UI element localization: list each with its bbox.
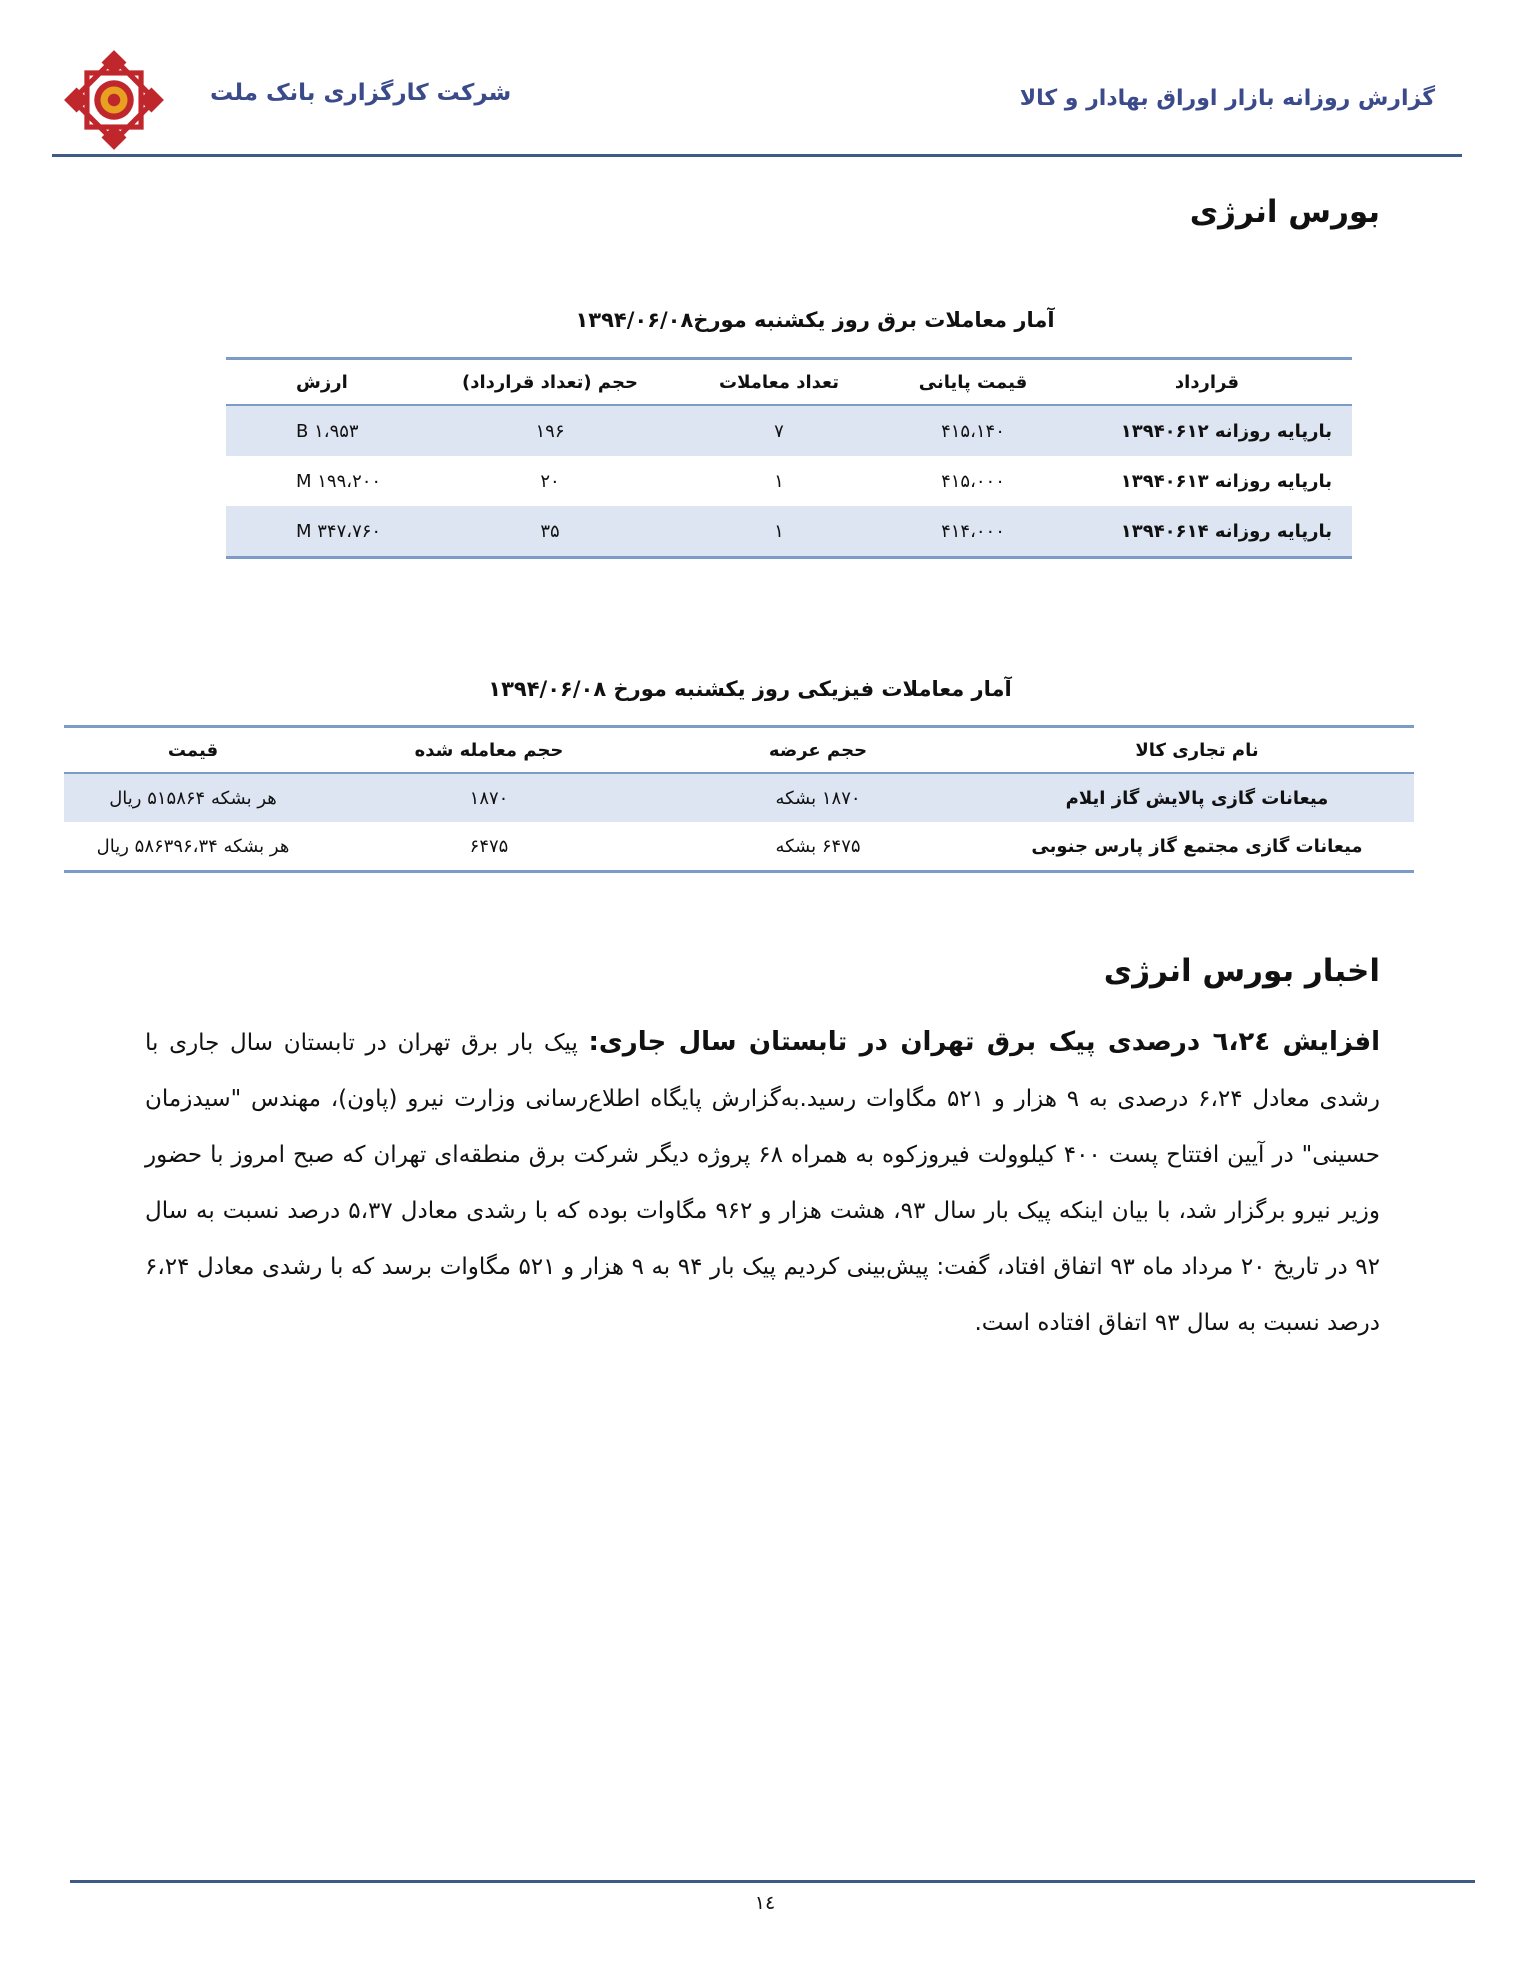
column-header: حجم عرضه <box>656 727 980 774</box>
commodity-name-cell: میعانات گازی مجتمع گاز پارس جنوبی <box>980 822 1414 872</box>
table-header-row <box>64 727 1414 774</box>
table-row <box>64 773 1414 822</box>
trade-count-cell: ۱ <box>682 506 876 558</box>
table-row <box>64 822 1414 872</box>
page-number: ١٤ <box>754 1892 776 1914</box>
news-body: پیک بار برق تهران در تابستان سال جاری با رشدی معادل ۶،۲۴ درصدی به ۹ هزار و ۵۲۱ مگاوات رسید.به‌گزارش پایگاه اطلاع‌رسانی وزارت نیرو (پاون)، مهندس "سیدزمان حسینی" در آیین افتتاح پست ۴۰۰ کیلوولت فیروزکوه به همراه ۶۸ پروژه دیگر شرکت برق منطقه‌ای تهران که صبح امروز با حضور وزیر نیرو برگزار شد، با بیان اینکه پیک بار سال ۹۳، هشت هزار و ۹۶۲ مگاوات بوده که با رشدی معادل ۵،۳۷ درصد نسبت به سال ۹۲ در تاریخ ۲۰ مرداد ماه ۹۳ اتفاق افتاد، گفت: پیش‌بینی کردیم پیک بار ۹۴ به ۹ هزار و ۵۲۱ مگاوات برسد که با رشدی معادل ۶،۲۴ درصد نسبت به سال ۹۳ اتفاق افتاده است. <box>145 1030 1381 1336</box>
column-header: تعداد معاملات <box>682 359 876 406</box>
header-divider <box>52 154 1462 157</box>
table-row <box>226 405 1352 456</box>
news-headline: افزایش ٦،٢٤ درصدی پیک برق تهران در تابستان سال جاری: <box>588 1027 1381 1057</box>
column-header: قیمت پایانی <box>876 359 1070 406</box>
news-section-title: اخبار بورس انرژی <box>1103 953 1380 989</box>
volume-cell: ۱۹۶ <box>418 405 682 456</box>
traded-volume-cell: ۱۸۷۰ <box>322 773 656 822</box>
report-title: گزارش روزانه بازار اوراق بهادار و کالا <box>1019 86 1435 111</box>
section-title: بورس انرژی <box>1189 194 1380 230</box>
value-cell: ۱۹۹،۲۰۰ M <box>296 470 382 492</box>
trade-count-cell: ۷ <box>682 405 876 456</box>
column-header: حجم (تعداد قرارداد) <box>418 359 682 406</box>
traded-volume-cell: ۶۴۷۵ <box>322 822 656 872</box>
company-logo-icon <box>62 48 166 152</box>
value-cell: ۳۴۷،۷۶۰ M <box>226 506 418 558</box>
table-row <box>226 456 1352 506</box>
company-name: شرکت کارگزاری بانک ملت <box>210 80 512 106</box>
price-cell: هر بشکه ۵۱۵۸۶۴ ریال <box>64 773 322 822</box>
contract-cell: بارپایه روزانه ۱۳۹۴۰۶۱۲ <box>1070 405 1352 456</box>
column-header: حجم معامله شده <box>322 727 656 774</box>
electricity-trades-table <box>226 357 1352 559</box>
table-row <box>226 506 1352 558</box>
closing-price-cell: ۴۱۵،۱۴۰ <box>876 405 1070 456</box>
trade-count-cell: ۱ <box>774 470 784 492</box>
column-header: ارزش <box>226 359 418 406</box>
offer-volume-cell: ۶۴۷۵ بشکه <box>656 822 980 872</box>
volume-cell: ۲۰ <box>540 470 560 492</box>
closing-price-cell: ۴۱۴،۰۰۰ <box>876 506 1070 558</box>
contract-cell: بارپایه روزانه ۱۳۹۴۰۶۱۳ <box>1120 470 1332 492</box>
column-header: قیمت <box>64 727 322 774</box>
volume-cell: ۳۵ <box>418 506 682 558</box>
column-header: نام تجاری کالا <box>980 727 1414 774</box>
value-cell: ۱،۹۵۳ B <box>226 405 418 456</box>
table-header-row <box>226 359 1352 406</box>
column-header: قرارداد <box>1070 359 1352 406</box>
price-cell: هر بشکه ۵۸۶۳۹۶،۳۴ ریال <box>64 822 322 872</box>
commodity-name-cell: میعانات گازی پالایش گاز ایلام <box>980 773 1414 822</box>
closing-price-cell: ۴۱۵،۰۰۰ <box>941 470 1005 492</box>
news-paragraph <box>145 1014 1380 1351</box>
physical-table-caption: آمار معاملات فیزیکی روز یکشنبه مورخ ۱۳۹۴/۰۶/۰۸ <box>488 677 1012 701</box>
electricity-table-caption: آمار معاملات برق روز یکشنبه مورخ۱۳۹۴/۰۶/۰۸ <box>575 308 1055 332</box>
footer-divider <box>70 1880 1475 1883</box>
offer-volume-cell: ۱۸۷۰ بشکه <box>656 773 980 822</box>
contract-cell: بارپایه روزانه ۱۳۹۴۰۶۱۴ <box>1070 506 1352 558</box>
physical-trades-table <box>64 725 1414 873</box>
